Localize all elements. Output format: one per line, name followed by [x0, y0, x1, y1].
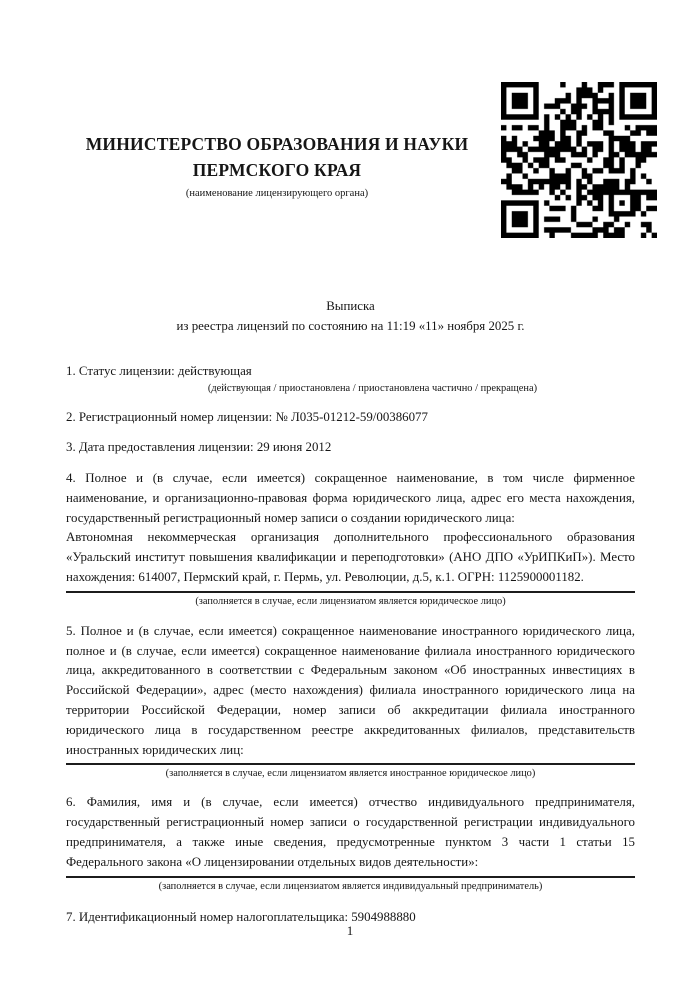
- foreign-entity-statement: 5. Полное и (в случае, если имеется) сокращенное наименование иностранного юридического лица, полное и (в случае, если имеется) сокращенное наименование филиала иностранного юридического лица, аккредитованного в соответствии с Федеральным законом «Об иностранных инвестициях в Российской Федерации», адрес (место нахождения) филиала иностранного юридического лица на территории Российской Федерации, номер записи об аккредитации филиала иностранного юридического лица в государственном реестре аккредитованных филиалов, представительств иностранных юридических лиц:: [66, 623, 635, 757]
- individual-entrepreneur-caption: (заполняется в случае, если лицензиатом является индивидуальный предприниматель): [158, 880, 543, 892]
- individual-entrepreneur-statement: 6. Фамилия, имя и (в случае, если имеется) отчество индивидуального предпринимателя, государственный регистрационный номер записи о государственной регистрации индивидуального предпринимателя, а также иные сведения, предусмотренные пунктом 3 части 1 статьи 15 Федерального закона «О лицензировании отдельных видов деятельности»:: [66, 795, 635, 869]
- ministry-name-line1: МИНИСТЕРСТВО ОБРАЗОВАНИЯ И НАУКИ: [85, 134, 469, 154]
- fill-line-legal-entity: [66, 591, 635, 593]
- ministry-name-line2: ПЕРМСКОГО КРАЯ: [192, 160, 362, 180]
- licensing-authority-block: [64, 131, 490, 201]
- item-registration-number: [66, 408, 635, 428]
- fill-line-foreign-entity: [66, 763, 635, 765]
- item-individual-entrepreneur: [66, 793, 635, 893]
- document-body: [66, 297, 635, 927]
- licensing-authority-caption: (наименование лицензирующего органа): [185, 188, 369, 199]
- fill-line-individual-entrepreneur: [66, 876, 635, 878]
- page-number: 1: [346, 923, 354, 938]
- license-grant-date-text: 3. Дата предоставления лицензии: 29 июня 2012: [66, 440, 332, 455]
- legal-entity-caption: (заполняется в случае, если лицензиатом является юридическое лицо): [195, 595, 506, 607]
- item-license-grant-date: [66, 438, 635, 458]
- item-foreign-entity: [66, 622, 635, 782]
- qr-code-icon: [501, 82, 657, 238]
- document-title-line2: из реестра лицензий по состоянию на 11:19 «11» ноября 2025 г.: [176, 318, 525, 333]
- license-status-options-caption: (действующая / приостановлена / приостановлена частично / прекращена): [207, 383, 538, 395]
- registration-number-text: 2. Регистрационный номер лицензии: № Л035-01212-59/00386077: [66, 410, 428, 425]
- taxpayer-number-text: 7. Идентификационный номер налогоплательщика: 5904988880: [66, 909, 416, 924]
- item-license-status: [66, 362, 635, 397]
- document-title-line1: Выписка: [326, 299, 375, 313]
- foreign-entity-caption: (заполняется в случае, если лицензиатом является иностранное юридическое лицо): [165, 768, 536, 780]
- document-title: [66, 297, 635, 337]
- item-legal-entity: [66, 469, 635, 609]
- legal-entity-statement: 4. Полное и (в случае, если имеется) сокращенное наименование, в том числе фирменное наименование, и организационно-правовая форма юридического лица, адрес его места нахождения, государственный регистрационный номер записи о создании юридического лица:: [66, 470, 635, 525]
- legal-entity-value: Автономная некоммерческая организация дополнительного профессионального образования «Уральский институт повышения квалификации и переподготовки» (АНО ДПО «УрИПКиП»). Место нахождения: 614007, Пермский край, г. Пермь, ул. Революции, д.5, к.1. ОГРН: 1125900001182.: [66, 530, 635, 584]
- license-status-text: 1. Статус лицензии: действующая: [66, 363, 252, 378]
